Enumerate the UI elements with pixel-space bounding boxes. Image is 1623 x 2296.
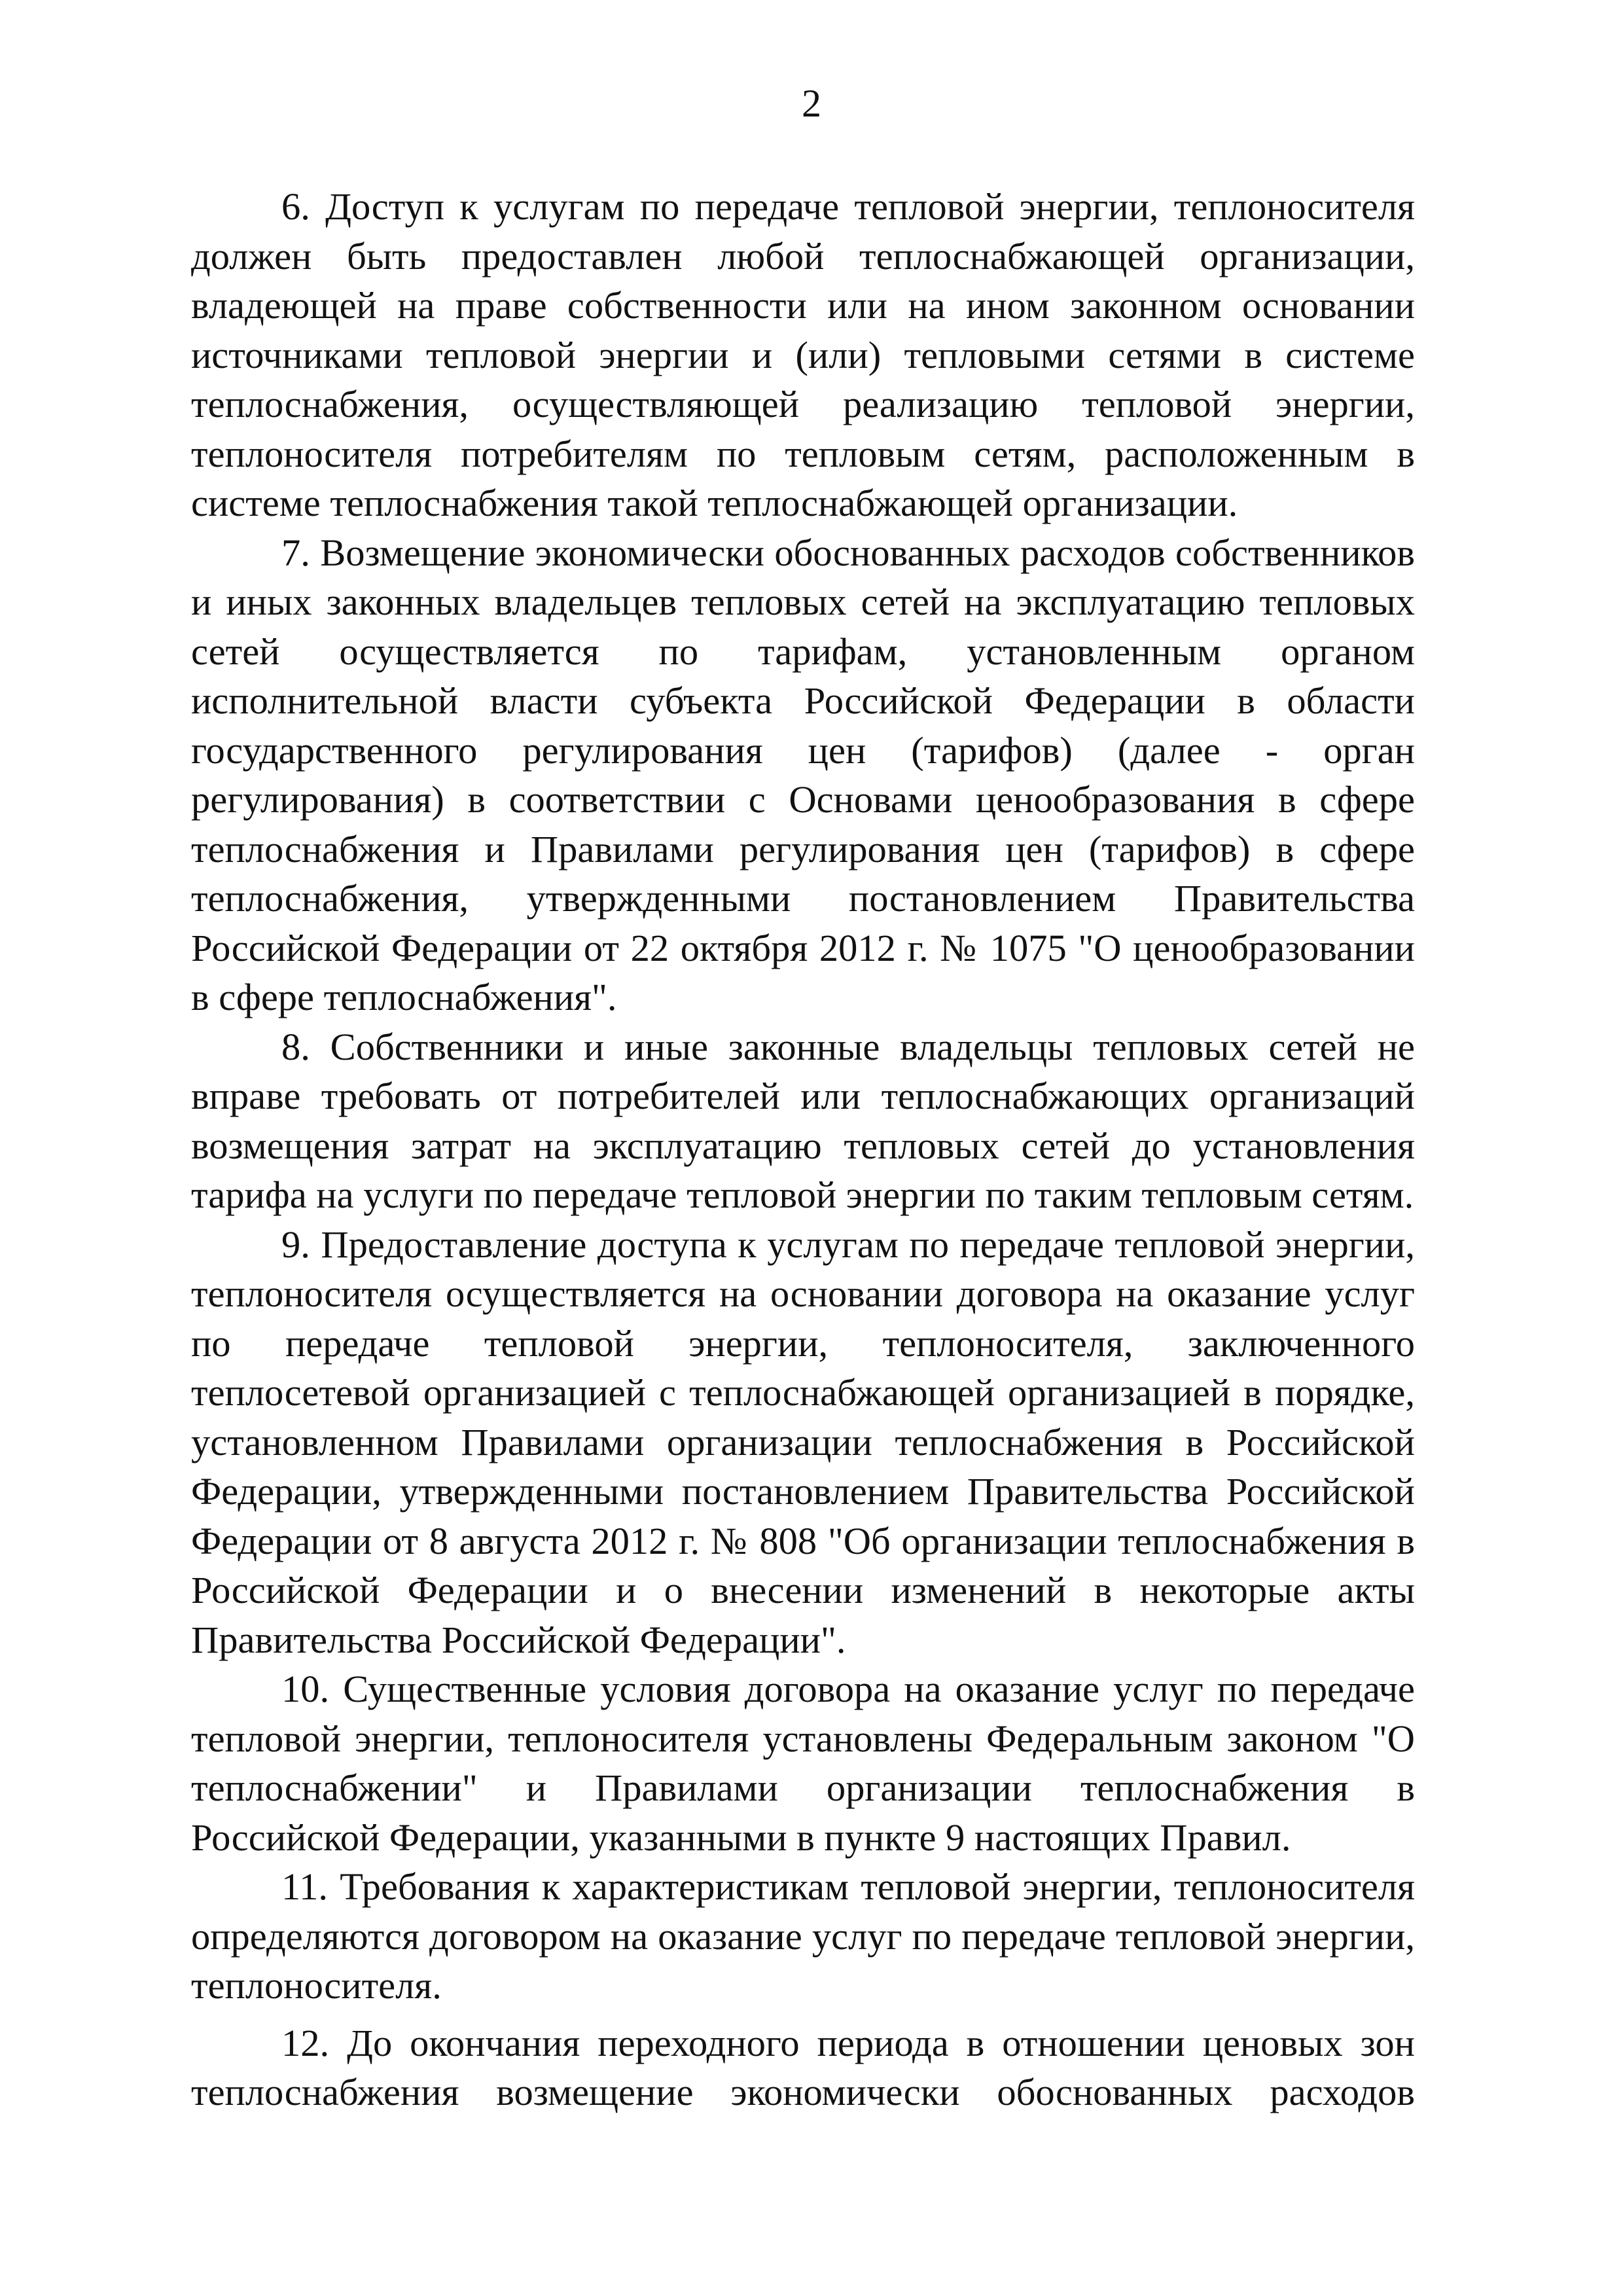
document-body [191,182,1415,2117]
paragraph-9: 9. Предоставление доступа к услугам по передаче тепловой энергии, теплоносителя осуществляется на основании договора на оказание услуг по передаче тепловой энергии, теплоносителя, заключенного теплосетевой организацией с теплоснабжающей организацией в порядке, установленном Правилами организации теплоснабжения в Российской Федерации, утвержденными постановлением Правительства Российской Федерации от 8 августа 2012 г. № 808 "Об организации теплоснабжения в Российской Федерации и о внесении изменений в некоторые акты Правительства Российской Федерации". [191,1223,1415,1661]
paragraph-6: 6. Доступ к услугам по передаче тепловой энергии, теплоносителя должен быть предоставлен любой теплоснабжающей организации, владеющей на праве собственности или на ином законном основании источниками тепловой энергии и (или) тепловыми сетями в системе теплоснабжения, осуществляющей реализацию тепловой энергии, теплоносителя потребителям по тепловым сетям, расположенным в системе теплоснабжения такой теплоснабжающей организации. [191,185,1415,524]
paragraph-10: 10. Существенные условия договора на оказание услуг по передаче тепловой энергии, теплоносителя установлены Федеральным законом "О теплоснабжении" и Правилами организации теплоснабжения в Российской Федерации, указанными в пункте 9 настоящих Правил. [191,1668,1415,1859]
paragraph-12: 12. До окончания переходного периода в отношении ценовых зон теплоснабжения возмещение экономически обоснованных расходов [191,2021,1415,2113]
page-number: 2 [802,82,821,125]
paragraph-7: 7. Возмещение экономически обоснованных расходов собственников и иных законных владельцев тепловых сетей на эксплуатацию тепловых сетей осуществляется по тарифам, установленным органом исполнительной власти субъекта Российской Федерации в области государственного регулирования цен (тарифов) (далее - орган регулирования) в соответствии с Основами ценообразования в сфере теплоснабжения и Правилами регулирования цен (тарифов) в сфере теплоснабжения, утвержденными постановлением Правительства Российской Федерации от 22 октября 2012 г. № 1075 "О ценообразовании в сфере теплоснабжения". [191,531,1415,1018]
paragraph-11: 11. Требования к характеристикам тепловой энергии, теплоносителя определяются договором на оказание услуг по передаче тепловой энергии, теплоносителя. [191,1865,1415,2007]
paragraph-8: 8. Собственники и иные законные владельцы тепловых сетей не вправе требовать от потребителей или теплоснабжающих организаций возмещения затрат на эксплуатацию тепловых сетей до установления тарифа на услуги по передаче тепловой энергии по таким тепловым сетям. [191,1025,1415,1216]
